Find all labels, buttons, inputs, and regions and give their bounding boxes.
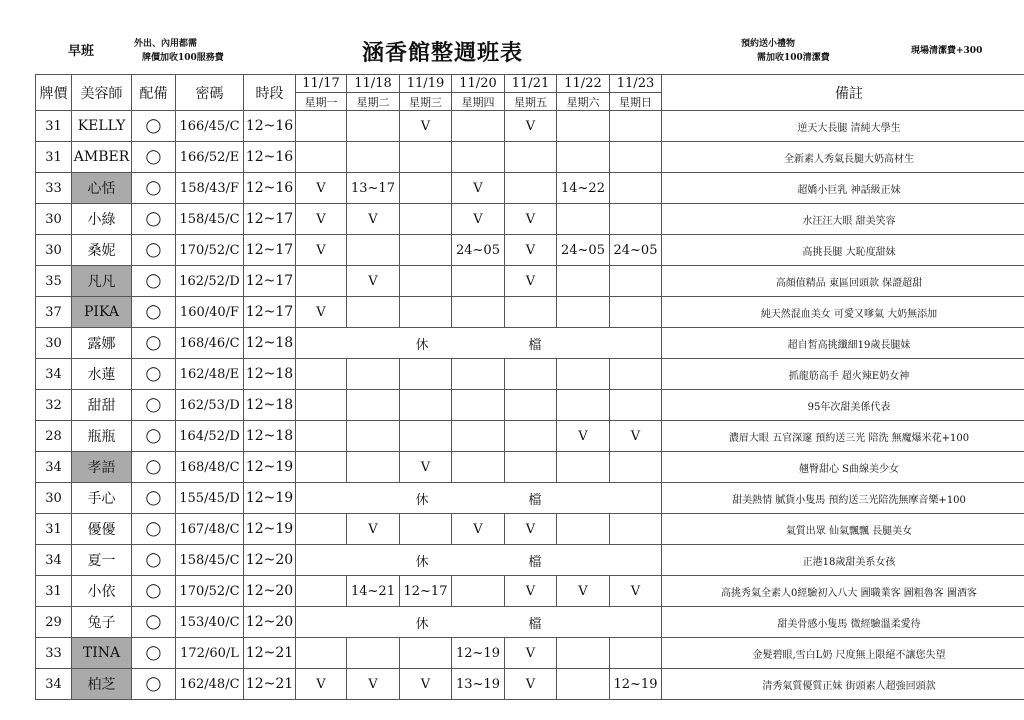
code-cell: 155/45/D xyxy=(176,483,244,514)
code-cell: 164/52/D xyxy=(176,421,244,452)
remark-cell: 濃眉大眼 五官深邃 預約送三光 陪洗 無魔爆米花+100 xyxy=(662,421,1024,452)
weekday-header: 星期六 xyxy=(557,93,610,111)
price-cell: 31 xyxy=(36,514,72,545)
time-cell: 12~18 xyxy=(244,421,296,452)
remark-cell: 超嬌小巨乳 神話級正妹 xyxy=(662,173,1024,204)
day-cell xyxy=(557,111,610,142)
equip-circle-icon: ◯ xyxy=(132,421,176,452)
stylist-name: 水蓮 xyxy=(72,359,132,390)
day-cell: 12~17 xyxy=(400,576,452,607)
equip-circle-icon: ◯ xyxy=(132,142,176,173)
time-cell: 12~20 xyxy=(244,607,296,638)
equip-circle-icon: ◯ xyxy=(132,669,176,700)
day-cell: 24~05 xyxy=(557,235,610,266)
equip-circle-icon: ◯ xyxy=(132,638,176,669)
price-cell: 34 xyxy=(36,452,72,483)
stylist-name: 柏芝 xyxy=(72,669,132,700)
day-cell xyxy=(400,266,452,297)
remark-cell: 純天然混血美女 可愛又嗲氣 大奶無添加 xyxy=(662,297,1024,328)
day-cell xyxy=(557,297,610,328)
equip-circle-icon: ◯ xyxy=(132,545,176,576)
col-header-time: 時段 xyxy=(244,75,296,111)
day-cell xyxy=(452,142,505,173)
time-cell: 12~17 xyxy=(244,297,296,328)
day-cell xyxy=(557,266,610,297)
code-cell: 158/45/C xyxy=(176,204,244,235)
table-row xyxy=(36,576,1024,607)
table-row xyxy=(36,328,1024,359)
day-cell xyxy=(610,452,662,483)
table-row xyxy=(36,111,1024,142)
remark-cell: 95年次甜美係代表 xyxy=(662,390,1024,421)
stylist-name: KELLY xyxy=(72,111,132,142)
schedule-body xyxy=(36,111,1024,700)
remark-cell: 超自皙高挑纖細19歲長腿妹 xyxy=(662,328,1024,359)
code-cell: 172/60/L xyxy=(176,638,244,669)
weekday-header: 星期日 xyxy=(610,93,662,111)
day-cell xyxy=(557,669,610,700)
rest-label: 休 xyxy=(415,337,429,353)
day-cell xyxy=(610,142,662,173)
cleaning-fee-note: 現場清潔費+300 xyxy=(911,46,983,56)
time-cell: 12~16 xyxy=(244,173,296,204)
day-cell xyxy=(347,638,400,669)
weekday-header: 星期五 xyxy=(505,93,557,111)
day-cell: V xyxy=(505,266,557,297)
reservation-note-line2: 需加收100清潔費 xyxy=(757,53,830,63)
weekday-header: 星期三 xyxy=(400,93,452,111)
time-cell: 12~18 xyxy=(244,359,296,390)
time-cell: 12~20 xyxy=(244,576,296,607)
stylist-name: 凡凡 xyxy=(72,266,132,297)
reservation-note-line1: 預約送小禮物 xyxy=(741,39,796,49)
remark-cell: 高顏值精品 東區回頭款 保證超甜 xyxy=(662,266,1024,297)
equip-circle-icon: ◯ xyxy=(132,607,176,638)
stylist-name: 小依 xyxy=(72,576,132,607)
time-cell: 12~18 xyxy=(244,390,296,421)
equip-circle-icon: ◯ xyxy=(132,328,176,359)
day-cell xyxy=(610,297,662,328)
day-cell xyxy=(400,638,452,669)
day-cell: V xyxy=(296,235,347,266)
table-row xyxy=(36,452,1024,483)
table-row xyxy=(36,545,1024,576)
code-cell: 170/52/C xyxy=(176,576,244,607)
table-row xyxy=(36,297,1024,328)
table-row xyxy=(36,142,1024,173)
schedule-table xyxy=(35,74,1024,700)
day-cell: 24~05 xyxy=(610,235,662,266)
date-header: 11/19 xyxy=(400,75,452,93)
equip-circle-icon: ◯ xyxy=(132,390,176,421)
table-row xyxy=(36,359,1024,390)
col-header-remarks: 備註 xyxy=(662,75,1024,111)
day-cell: V xyxy=(505,576,557,607)
time-cell: 12~18 xyxy=(244,328,296,359)
rest-cell xyxy=(296,328,662,359)
time-cell: 12~21 xyxy=(244,638,296,669)
day-cell: 24~05 xyxy=(452,235,505,266)
price-cell: 28 xyxy=(36,421,72,452)
stylist-name: 兔子 xyxy=(72,607,132,638)
day-cell xyxy=(347,421,400,452)
remark-cell: 全新素人秀氣長腿大奶高材生 xyxy=(662,142,1024,173)
stylist-name: 小綠 xyxy=(72,204,132,235)
price-cell: 30 xyxy=(36,204,72,235)
day-cell: V xyxy=(400,669,452,700)
remark-cell: 抓龍筋高手 超火辣E奶女神 xyxy=(662,359,1024,390)
weekday-header: 星期四 xyxy=(452,93,505,111)
day-cell: 12~19 xyxy=(610,669,662,700)
equip-circle-icon: ◯ xyxy=(132,111,176,142)
remark-cell: 翹臀甜心 S曲線美少女 xyxy=(662,452,1024,483)
stylist-name: 夏一 xyxy=(72,545,132,576)
price-cell: 34 xyxy=(36,359,72,390)
code-cell: 162/52/D xyxy=(176,266,244,297)
code-cell: 170/52/C xyxy=(176,235,244,266)
day-cell xyxy=(296,111,347,142)
code-cell: 166/45/C xyxy=(176,111,244,142)
day-cell xyxy=(296,514,347,545)
time-cell: 12~17 xyxy=(244,204,296,235)
day-cell xyxy=(400,421,452,452)
day-cell: V xyxy=(505,514,557,545)
date-header: 11/21 xyxy=(505,75,557,93)
stylist-name: PIKA xyxy=(72,297,132,328)
shift-label: 早班 xyxy=(68,44,95,59)
remark-cell: 水汪汪大眼 甜美笑容 xyxy=(662,204,1024,235)
stylist-name: AMBER xyxy=(72,142,132,173)
rest-cell xyxy=(296,545,662,576)
day-cell: V xyxy=(557,421,610,452)
day-cell xyxy=(557,452,610,483)
price-cell: 33 xyxy=(36,638,72,669)
stylist-name: 心恬 xyxy=(72,173,132,204)
day-cell: V xyxy=(296,173,347,204)
service-fee-note-line2: 牌價加收100服務費 xyxy=(142,53,224,63)
remark-cell: 正港18歲甜美系女孩 xyxy=(662,545,1024,576)
rest-label: 檔 xyxy=(528,492,542,508)
time-cell: 12~17 xyxy=(244,266,296,297)
day-cell: V xyxy=(347,514,400,545)
date-header: 11/17 xyxy=(296,75,347,93)
equip-circle-icon: ◯ xyxy=(132,266,176,297)
code-cell: 158/45/C xyxy=(176,545,244,576)
day-cell: 13~19 xyxy=(452,669,505,700)
table-row xyxy=(36,204,1024,235)
day-cell xyxy=(347,111,400,142)
table-row xyxy=(36,514,1024,545)
time-cell: 12~21 xyxy=(244,669,296,700)
date-header: 11/22 xyxy=(557,75,610,93)
day-cell: V xyxy=(452,204,505,235)
day-cell xyxy=(452,421,505,452)
day-cell xyxy=(296,452,347,483)
day-cell: 14~22 xyxy=(557,173,610,204)
day-cell: V xyxy=(452,173,505,204)
table-row xyxy=(36,390,1024,421)
date-header: 11/18 xyxy=(347,75,400,93)
price-cell: 30 xyxy=(36,235,72,266)
stylist-name: 優優 xyxy=(72,514,132,545)
day-cell: V xyxy=(296,297,347,328)
day-cell xyxy=(505,173,557,204)
code-cell: 162/53/D xyxy=(176,390,244,421)
day-cell xyxy=(557,390,610,421)
day-cell xyxy=(296,142,347,173)
equip-circle-icon: ◯ xyxy=(132,173,176,204)
day-cell xyxy=(452,452,505,483)
day-cell xyxy=(452,359,505,390)
rest-cell xyxy=(296,607,662,638)
price-cell: 32 xyxy=(36,390,72,421)
stylist-name: 手心 xyxy=(72,483,132,514)
col-header-stylist: 美容師 xyxy=(72,75,132,111)
rest-label: 檔 xyxy=(528,337,542,353)
day-cell: V xyxy=(400,111,452,142)
rest-label: 休 xyxy=(415,554,429,570)
stylist-name: 甜甜 xyxy=(72,390,132,421)
rest-label: 檔 xyxy=(528,554,542,570)
day-cell xyxy=(610,173,662,204)
day-cell xyxy=(452,576,505,607)
equip-circle-icon: ◯ xyxy=(132,576,176,607)
remark-cell: 逆天大長腿 清純大學生 xyxy=(662,111,1024,142)
day-cell xyxy=(347,235,400,266)
remark-cell: 高挑長腿 大恥度甜妹 xyxy=(662,235,1024,266)
day-cell xyxy=(557,142,610,173)
price-cell: 31 xyxy=(36,111,72,142)
equip-circle-icon: ◯ xyxy=(132,297,176,328)
equip-circle-icon: ◯ xyxy=(132,235,176,266)
table-row xyxy=(36,266,1024,297)
time-cell: 12~16 xyxy=(244,142,296,173)
day-cell xyxy=(347,359,400,390)
code-cell: 153/40/C xyxy=(176,607,244,638)
day-cell: V xyxy=(505,669,557,700)
day-cell xyxy=(610,111,662,142)
remark-cell: 清秀氣質優質正妹 街頭素人超強回頭款 xyxy=(662,669,1024,700)
day-cell xyxy=(505,390,557,421)
day-cell xyxy=(347,297,400,328)
day-cell xyxy=(347,452,400,483)
day-cell xyxy=(610,390,662,421)
table-row xyxy=(36,235,1024,266)
time-cell: 12~19 xyxy=(244,483,296,514)
day-cell xyxy=(505,359,557,390)
day-cell xyxy=(400,390,452,421)
col-header-code: 密碼 xyxy=(176,75,244,111)
day-cell xyxy=(400,142,452,173)
day-cell xyxy=(610,514,662,545)
table-row xyxy=(36,421,1024,452)
rest-label: 休 xyxy=(415,616,429,632)
day-cell: V xyxy=(400,452,452,483)
code-cell: 162/48/C xyxy=(176,669,244,700)
day-cell: 12~19 xyxy=(452,638,505,669)
time-cell: 12~19 xyxy=(244,452,296,483)
price-cell: 31 xyxy=(36,576,72,607)
day-cell xyxy=(610,359,662,390)
price-cell: 31 xyxy=(36,142,72,173)
rest-cell xyxy=(296,483,662,514)
day-cell xyxy=(505,452,557,483)
day-cell: V xyxy=(610,421,662,452)
equip-circle-icon: ◯ xyxy=(132,514,176,545)
day-cell: V xyxy=(505,204,557,235)
price-cell: 34 xyxy=(36,545,72,576)
col-header-equip: 配備 xyxy=(132,75,176,111)
price-cell: 33 xyxy=(36,173,72,204)
time-cell: 12~17 xyxy=(244,235,296,266)
day-cell xyxy=(557,204,610,235)
equip-circle-icon: ◯ xyxy=(132,204,176,235)
code-cell: 166/52/E xyxy=(176,142,244,173)
day-cell: V xyxy=(452,514,505,545)
day-cell: V xyxy=(347,266,400,297)
code-cell: 167/48/C xyxy=(176,514,244,545)
code-cell: 168/48/C xyxy=(176,452,244,483)
stylist-name: 桑妮 xyxy=(72,235,132,266)
day-cell: V xyxy=(296,669,347,700)
weekday-header: 星期二 xyxy=(347,93,400,111)
day-cell xyxy=(452,111,505,142)
day-cell xyxy=(505,297,557,328)
code-cell: 168/46/C xyxy=(176,328,244,359)
day-cell xyxy=(347,142,400,173)
table-row xyxy=(36,638,1024,669)
day-cell xyxy=(505,142,557,173)
time-cell: 12~20 xyxy=(244,545,296,576)
service-fee-note-line1: 外出、內用都需 xyxy=(134,39,198,49)
remark-cell: 氣質出眾 仙氣飄飄 長腿美女 xyxy=(662,514,1024,545)
day-cell xyxy=(296,576,347,607)
day-cell xyxy=(400,235,452,266)
day-cell xyxy=(400,514,452,545)
day-cell xyxy=(296,266,347,297)
day-cell xyxy=(400,173,452,204)
day-cell xyxy=(610,638,662,669)
equip-circle-icon: ◯ xyxy=(132,483,176,514)
remark-cell: 甜美骨感小隻馬 微經驗溫柔愛待 xyxy=(662,607,1024,638)
day-cell xyxy=(610,266,662,297)
day-cell: 14~21 xyxy=(347,576,400,607)
day-cell xyxy=(296,390,347,421)
rest-label: 檔 xyxy=(528,616,542,632)
stylist-name: TINA xyxy=(72,638,132,669)
day-cell xyxy=(557,359,610,390)
day-cell: V xyxy=(296,204,347,235)
day-cell xyxy=(452,390,505,421)
date-header: 11/23 xyxy=(610,75,662,93)
equip-circle-icon: ◯ xyxy=(132,452,176,483)
day-cell xyxy=(400,204,452,235)
stylist-name: 瓶瓶 xyxy=(72,421,132,452)
code-cell: 158/43/F xyxy=(176,173,244,204)
equip-circle-icon: ◯ xyxy=(132,359,176,390)
day-cell xyxy=(452,266,505,297)
day-cell xyxy=(400,297,452,328)
day-cell: V xyxy=(557,576,610,607)
day-cell xyxy=(347,390,400,421)
remark-cell: 高挑秀氣全素人0經驗初入八大 圖職業客 圖粗魯客 圖酒客 xyxy=(662,576,1024,607)
page-title: 涵香館整週班表 xyxy=(362,40,524,66)
day-cell xyxy=(296,638,347,669)
day-cell xyxy=(296,421,347,452)
day-cell xyxy=(610,204,662,235)
stylist-name: 露娜 xyxy=(72,328,132,359)
price-cell: 29 xyxy=(36,607,72,638)
table-row xyxy=(36,483,1024,514)
day-cell: V xyxy=(505,235,557,266)
stylist-name: 孝語 xyxy=(72,452,132,483)
day-cell: 13~17 xyxy=(347,173,400,204)
day-cell: V xyxy=(347,204,400,235)
price-cell: 30 xyxy=(36,483,72,514)
time-cell: 12~16 xyxy=(244,111,296,142)
price-cell: 30 xyxy=(36,328,72,359)
code-cell: 162/48/E xyxy=(176,359,244,390)
day-cell xyxy=(505,421,557,452)
day-cell: V xyxy=(610,576,662,607)
table-row xyxy=(36,669,1024,700)
code-cell: 160/40/F xyxy=(176,297,244,328)
weekday-header: 星期一 xyxy=(296,93,347,111)
day-cell xyxy=(557,638,610,669)
remark-cell: 甜美熱情 膩貨小隻馬 預約送三光陪洗無摩音樂+100 xyxy=(662,483,1024,514)
rest-label: 休 xyxy=(415,492,429,508)
table-row xyxy=(36,173,1024,204)
day-cell xyxy=(296,359,347,390)
day-cell xyxy=(400,359,452,390)
day-cell: V xyxy=(505,111,557,142)
time-cell: 12~19 xyxy=(244,514,296,545)
day-cell: V xyxy=(347,669,400,700)
day-cell xyxy=(557,514,610,545)
price-cell: 34 xyxy=(36,669,72,700)
price-cell: 37 xyxy=(36,297,72,328)
remark-cell: 金髮碧眼,雪白L奶 尺度無上限絕不讓您失望 xyxy=(662,638,1024,669)
table-row xyxy=(36,607,1024,638)
header-row-dates xyxy=(36,75,1024,93)
col-header-price: 牌價 xyxy=(36,75,72,111)
date-header: 11/20 xyxy=(452,75,505,93)
day-cell: V xyxy=(505,638,557,669)
day-cell xyxy=(452,297,505,328)
price-cell: 35 xyxy=(36,266,72,297)
